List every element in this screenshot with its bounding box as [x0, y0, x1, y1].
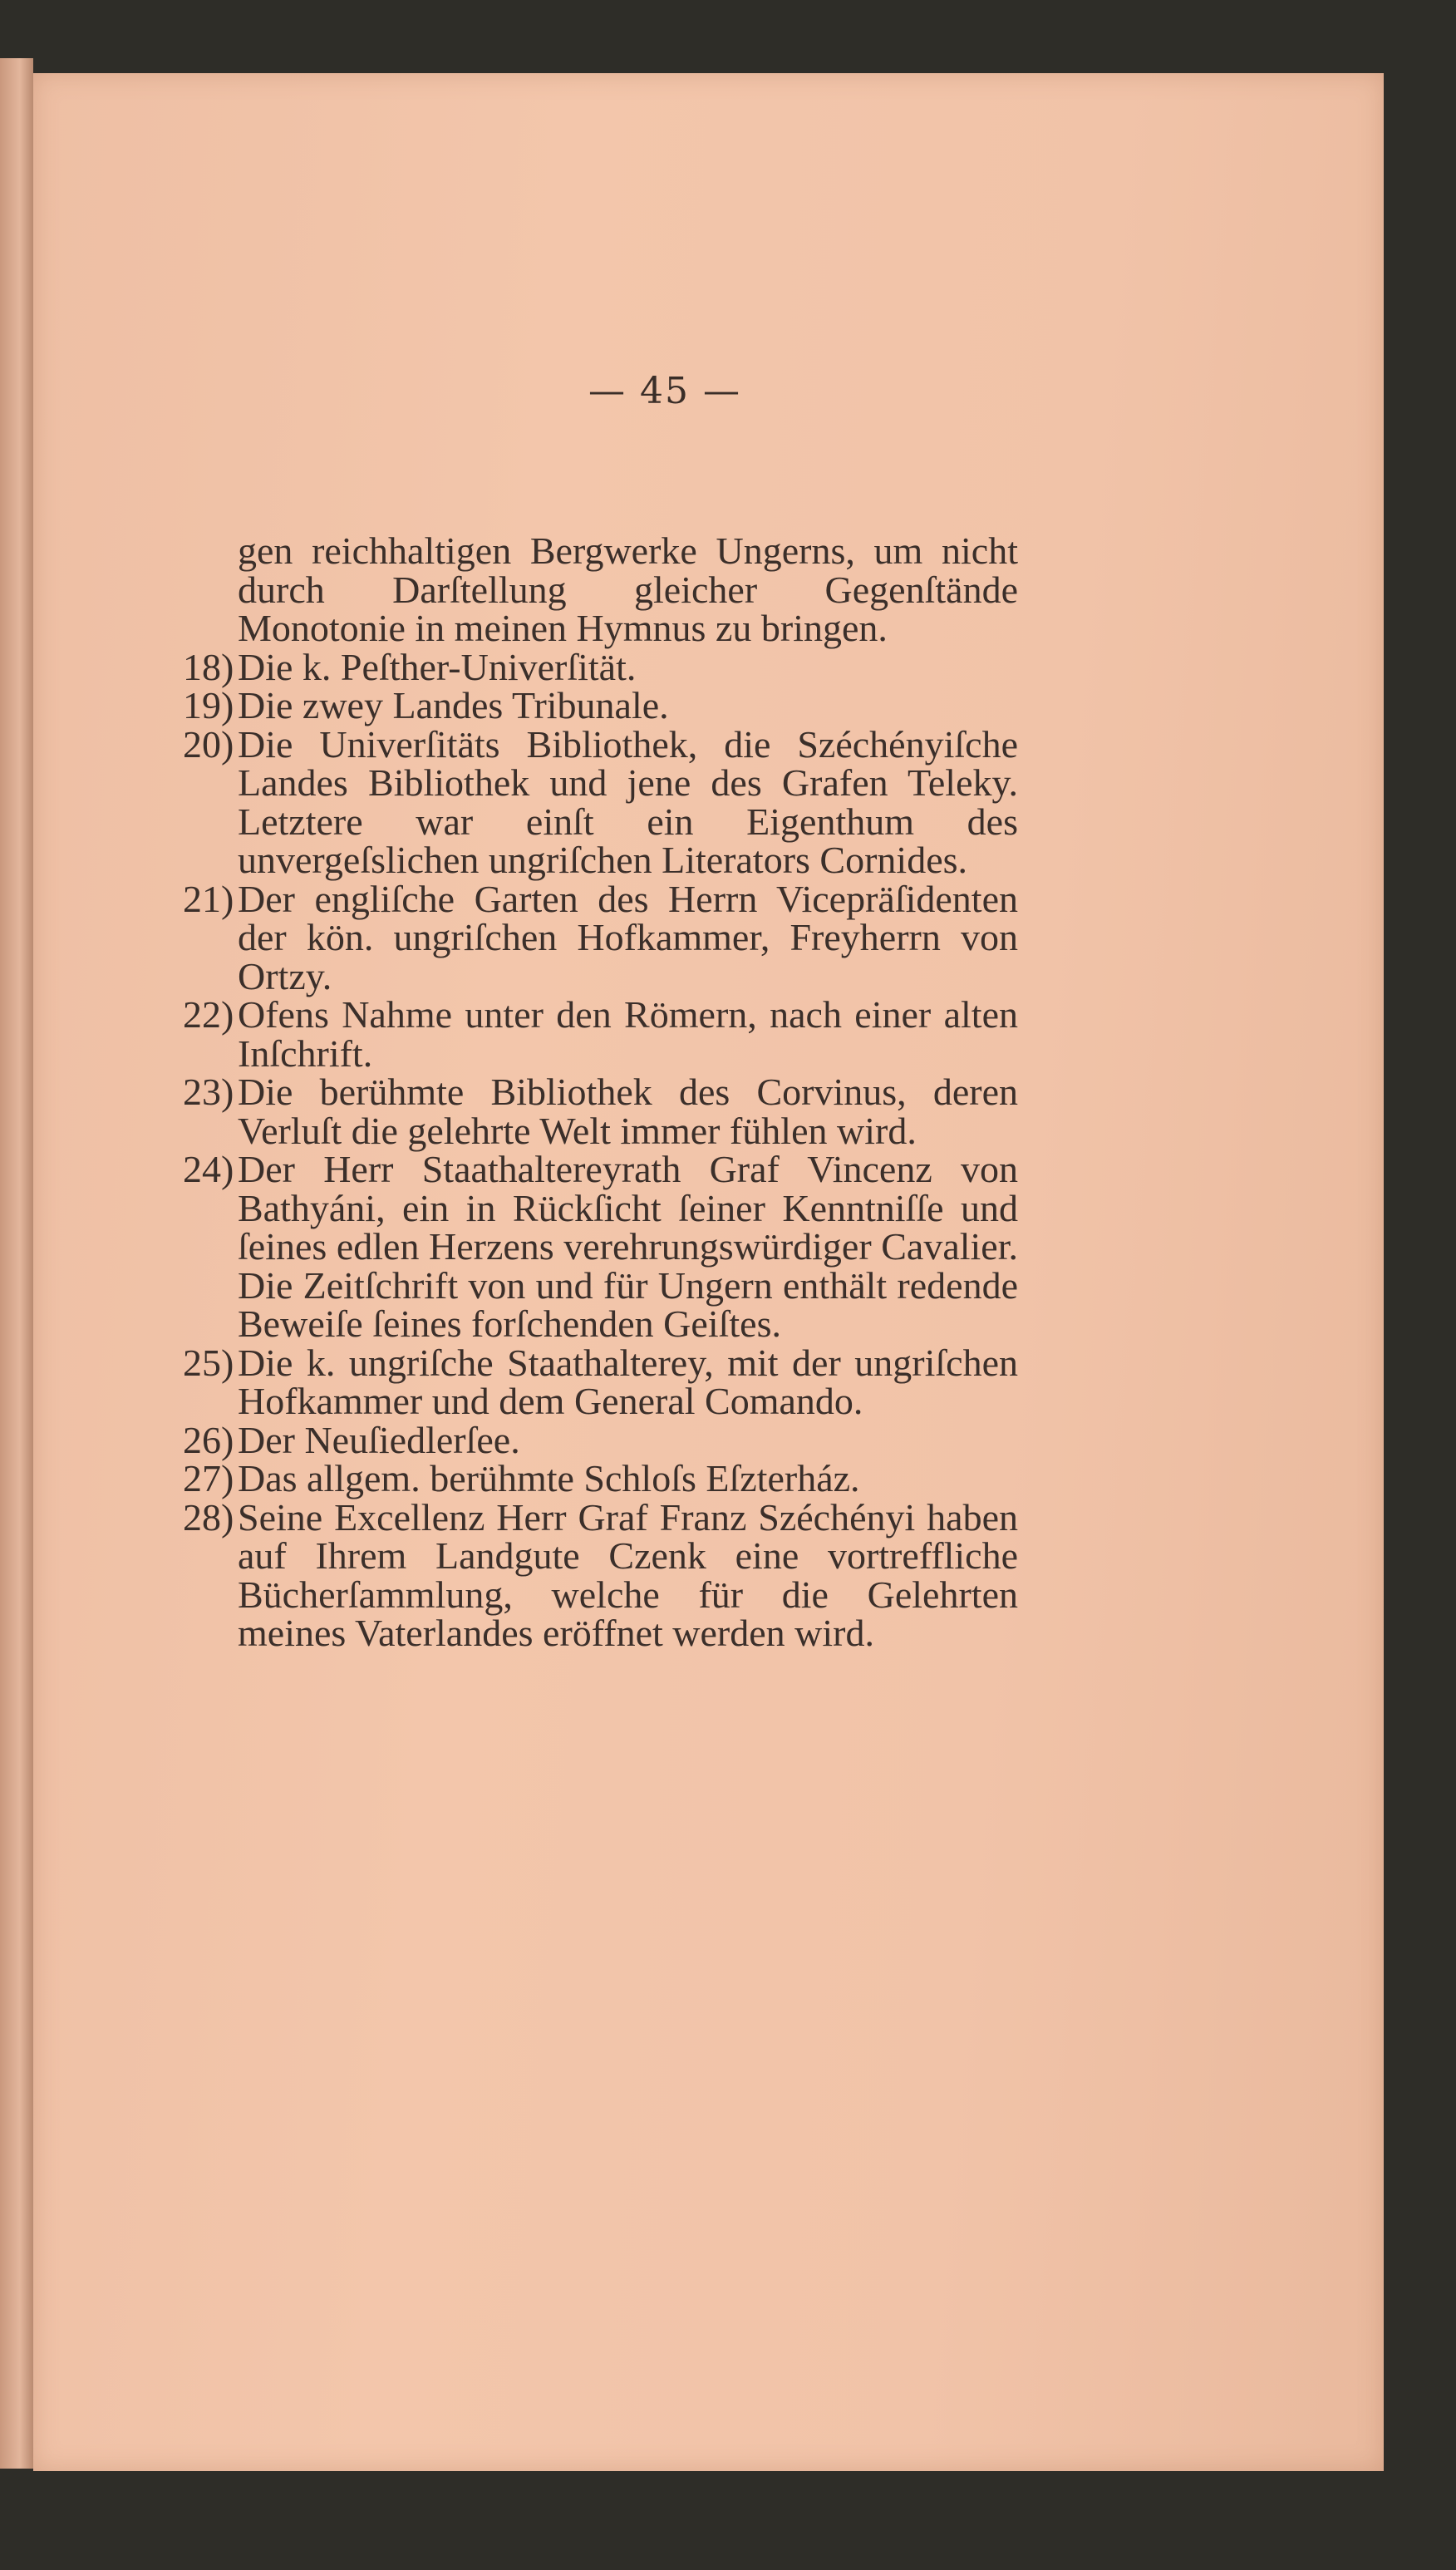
entry-text: Die zwey Landes Tribunale. — [238, 684, 669, 726]
entry-number: 19) — [183, 684, 234, 726]
entry-number: 24) — [183, 1148, 234, 1190]
note-entry-28 — [183, 1495, 1018, 1654]
entry-text: Das allgem. berühmte Schloſs Eſzterház. — [238, 1457, 860, 1499]
entry-text: Ofens Nahme unter den Römern, nach einer alten Inſchrift. — [238, 993, 1018, 1075]
page-number: — 45 — — [588, 370, 741, 412]
entry-text: Der Herr Staathaltereyrath Graf Vincenz von Bathyáni, ein in Rückſicht ſeiner Kenntniſſe und ſeines edlen Herzens verehrungswürdiger Cavalier. Die Zeitſchrift von und für Ungern enthält redende Beweiſe ſeines forſchenden Geiſtes. — [238, 1148, 1018, 1345]
entry-number: 28) — [183, 1495, 234, 1539]
note-entry-25 — [183, 1341, 1018, 1422]
entry-text: Die berühmte Bibliothek des Corvinus, deren Verluſt die gelehrte Welt immer fühlen wird. — [238, 1071, 1018, 1152]
entry-text: Die k. ungriſche Staathalterey, mit der ungriſchen Hofkammer und dem General Comando. — [238, 1341, 1018, 1422]
entry-number: 26) — [183, 1418, 234, 1461]
entry-number: 23) — [183, 1071, 234, 1113]
note-entry-24 — [183, 1150, 1018, 1344]
entry-number: 22) — [183, 993, 234, 1036]
entry-text: Der Neuſiedlerſee. — [238, 1418, 520, 1461]
note-entry-20 — [183, 722, 1018, 881]
entry-text: Seine Excellenz Herr Graf Franz Széchényi haben auf Ihrem Landgute Czenk eine vortreffliche Bücherſammlung, welche für die Gelehrten meines Vaterlandes eröffnet werden wird. — [238, 1495, 1018, 1654]
page-body — [183, 529, 1018, 1654]
entry-text: Die Univerſitäts Bibliothek, die Széchényiſche Landes Bibliothek und jene des Grafen Teleky. Letztere war einſt ein Eigenthum des unvergeſslichen ungriſchen Literators Cornides. — [238, 722, 1018, 881]
entry-number: 18) — [183, 645, 234, 688]
note-entry-21 — [183, 877, 1018, 997]
note-entry-26 — [183, 1418, 1018, 1461]
entry-text: Der engliſche Garten des Herrn Vicepräſidenten der kön. ungriſchen Hofkammer, Freyherrn von Ortzy. — [238, 877, 1018, 997]
continued-paragraph: gen reichhaltigen Bergwerke Ungerns, um nicht durch Darſtellung gleicher Gegenſtände Monotonie in meinen Hymnus zu bringen. — [238, 529, 1018, 649]
note-entry-18 — [183, 645, 1018, 688]
entry-number: 27) — [183, 1457, 234, 1499]
note-entry-23 — [183, 1073, 1018, 1150]
entry-number: 25) — [183, 1341, 234, 1384]
entry-number: 20) — [183, 722, 234, 766]
entry-number: 21) — [183, 877, 234, 920]
note-entry-22 — [183, 993, 1018, 1075]
note-entry-27 — [183, 1457, 1018, 1499]
note-entry-19 — [183, 684, 1018, 726]
entry-text: Die k. Peſther-Univerſität. — [238, 645, 637, 688]
previous-page-edge — [0, 58, 33, 2469]
